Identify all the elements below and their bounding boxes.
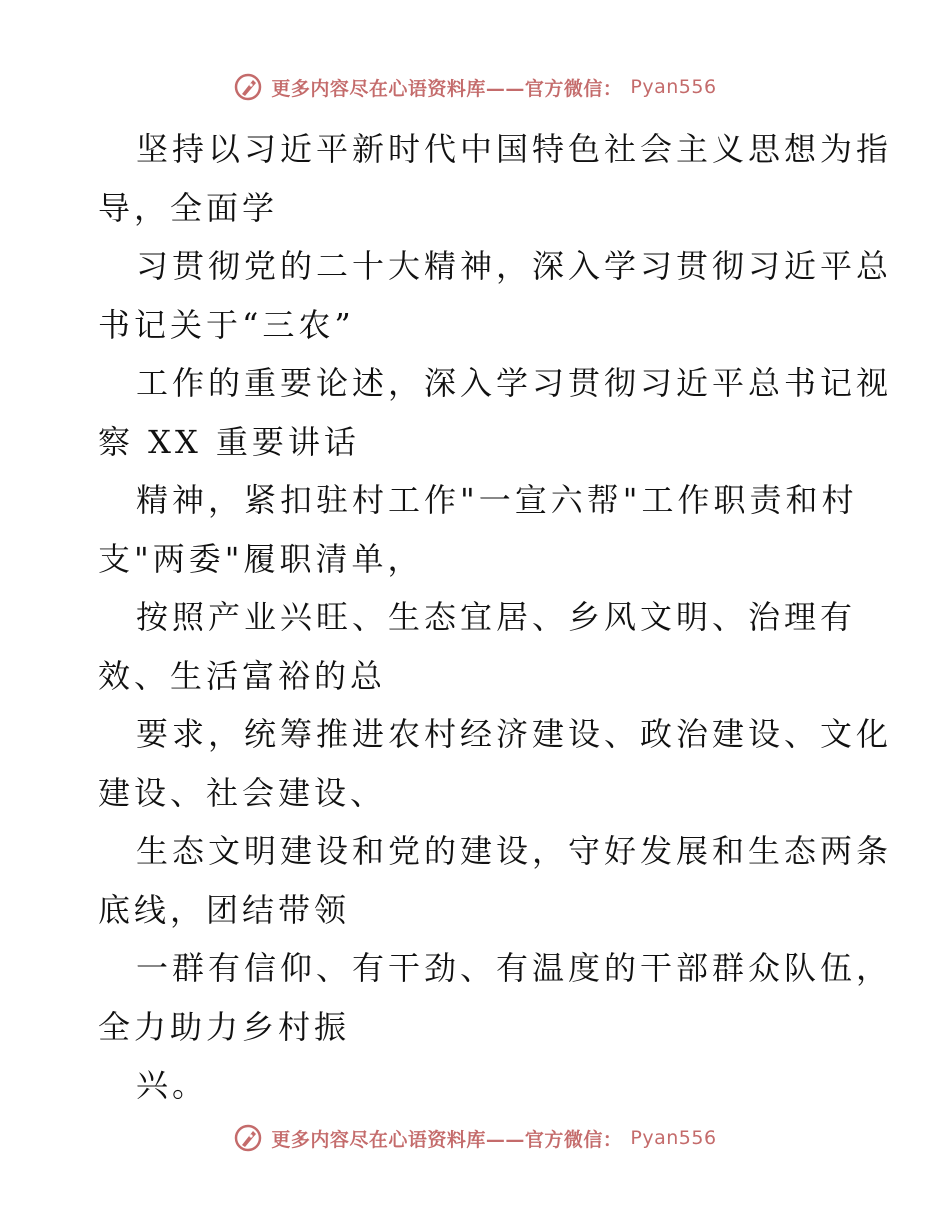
watermark-wechat-id: Pyan556 (630, 1127, 717, 1149)
paragraph-line: 支"两委"履职清单， (98, 539, 424, 578)
paragraph-line: 效、生活富裕的总 (98, 656, 387, 695)
paragraph-line: 一群有信仰、有干劲、有温度的干部群众队伍， (136, 949, 893, 987)
paragraph-line: 底线，团结带领 (98, 890, 351, 929)
watermark-text: 更多内容尽在心语资料库——官方微信： (271, 1128, 623, 1151)
paragraph-line: 按照产业兴旺、生态宜居、乡风文明、治理有 (136, 598, 857, 636)
paragraph-line: 兴。 (136, 1066, 209, 1104)
paragraph-line: 工作的重要论述，深入学习贯彻习近平总书记视 (136, 364, 893, 402)
pen-nib-circle-icon (233, 1123, 263, 1153)
paragraph-line: 全力助力乡村振 (98, 1007, 351, 1046)
document-body (98, 120, 893, 1115)
watermark-wechat-id: Pyan556 (630, 76, 717, 98)
header-watermark (0, 72, 950, 102)
paragraph-line: 精神，紧扣驻村工作"一宣六帮"工作职责和村 (136, 481, 858, 519)
pen-nib-circle-icon (233, 72, 263, 102)
paragraph-line: 习贯彻党的二十大精神，深入学习贯彻习近平总 (136, 247, 893, 285)
paragraph-line: 生态文明建设和党的建设，守好发展和生态两条 (136, 832, 893, 870)
paragraph-line: 书记关于“三农” (98, 305, 355, 344)
paragraph-line: 察 XX 重要讲话 (98, 422, 360, 461)
paragraph-line: 要求，统筹推进农村经济建设、政治建设、文化 (136, 715, 893, 753)
footer-watermark (0, 1123, 950, 1153)
paragraph-line: 导，全面学 (98, 188, 279, 227)
watermark-text: 更多内容尽在心语资料库——官方微信： (271, 77, 623, 100)
paragraph-line: 建设、社会建设、 (98, 773, 387, 812)
paragraph-line: 坚持以习近平新时代中国特色社会主义思想为指 (136, 130, 893, 168)
